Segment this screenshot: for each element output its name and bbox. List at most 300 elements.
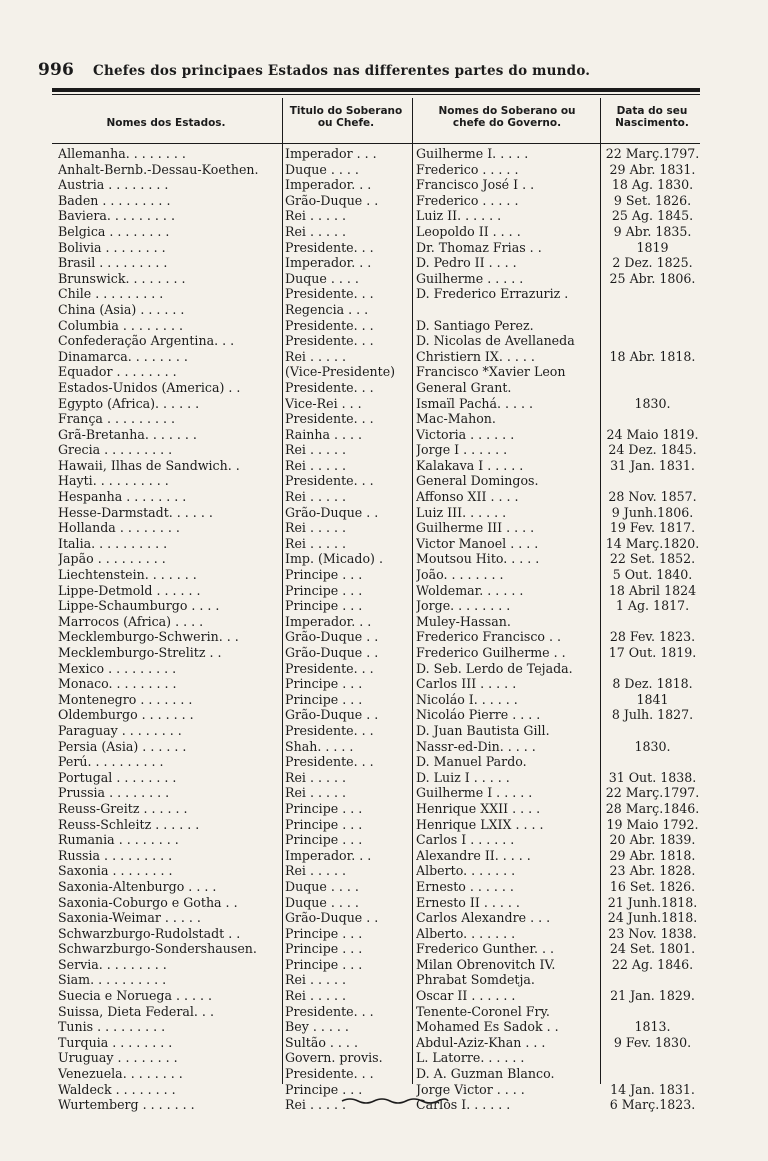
cell-state: Italia. . . . . . . . . . — [58, 535, 168, 551]
cell-birth: 9 Junh.1806. — [611, 504, 694, 520]
table-row — [52, 271, 700, 287]
table-row — [52, 551, 700, 567]
cell-ruler: Alberto. . . . . . . — [416, 863, 516, 879]
cell-birth: 24 Set. 1801. — [609, 941, 696, 957]
cell-birth: 6 Març.1823. — [609, 1097, 696, 1113]
cell-title: Imperador. . . — [285, 847, 372, 863]
cell-birth: 22 Set. 1852. — [609, 551, 696, 567]
cell-ruler: Frederico . . . . . — [416, 161, 519, 177]
table-row — [52, 411, 700, 427]
cell-birth: 22 Març.1797. — [605, 785, 700, 801]
cell-birth: 1841 — [636, 691, 669, 707]
cell-birth: 21 Junh.1818. — [607, 894, 698, 910]
cell-title: Grão-Duque . . — [285, 192, 379, 208]
cell-state: Lippe-Detmold . . . . . . — [58, 582, 201, 598]
cell-birth: 29 Abr. 1831. — [609, 161, 696, 177]
table-row — [52, 910, 700, 926]
cell-title: Grão-Duque . . — [285, 629, 379, 645]
cell-ruler: Henrique XXII . . . . — [416, 800, 541, 816]
cell-ruler: D. Frederico Errazuriz . — [416, 286, 569, 302]
cell-state: Saxonia-Weimar . . . . . — [58, 910, 201, 926]
table-row — [52, 427, 700, 443]
cell-state: Suecia e Noruega . . . . . — [58, 988, 213, 1004]
cell-title: Duque . . . . — [285, 878, 359, 894]
table-row — [52, 801, 700, 817]
table-row — [52, 146, 700, 162]
cell-state: Hesse-Darmstadt. . . . . . — [58, 504, 213, 520]
table-row — [52, 380, 700, 396]
cell-ruler: Frederico Guilherme . . — [416, 645, 566, 660]
table-row — [52, 333, 700, 349]
table-row — [52, 988, 700, 1004]
cell-ruler: Phrabat Somdetja. — [416, 972, 535, 988]
cell-birth: 28 Nov. 1857. — [608, 489, 697, 505]
cell-state: Wurtemberg . . . . . . . — [58, 1097, 195, 1113]
cell-title: Principe . . . — [285, 1081, 363, 1097]
table-row — [52, 645, 700, 661]
cell-state: Allemanha. . . . . . . . — [58, 146, 186, 161]
cell-ruler: Muley-Hassan. — [416, 613, 511, 629]
cell-birth: 8 Dez. 1818. — [612, 676, 693, 692]
cell-ruler: Victor Manoel . . . . — [416, 535, 539, 551]
cell-birth: 24 Maio 1819. — [606, 426, 699, 442]
cell-title: Presidente. . . — [285, 286, 374, 302]
cell-ruler: D. Santiago Perez. — [416, 317, 534, 333]
cell-state: Persia (Asia) . . . . . . — [58, 738, 187, 754]
cell-state: Egypto (Africa). . . . . . — [58, 395, 200, 411]
table-row — [52, 473, 700, 489]
cell-ruler: Oscar II . . . . . . — [416, 988, 516, 1004]
cell-ruler: D. Luiz I . . . . . — [416, 769, 510, 785]
cell-title: Principe . . . — [285, 676, 363, 692]
cell-birth: 14 Jan. 1831. — [610, 1081, 695, 1097]
table-row — [52, 208, 700, 224]
table-row — [52, 1066, 700, 1082]
cell-ruler: Frederico Gunther. . . — [416, 941, 554, 957]
cell-title: Duque . . . . — [285, 270, 359, 286]
cell-birth: 31 Out. 1838. — [608, 769, 697, 785]
cell-state: Saxonia . . . . . . . . — [58, 863, 173, 879]
cell-ruler: Woldemar. . . . . . — [416, 582, 524, 598]
cell-ruler: Francisco *Xavier Leon — [416, 364, 566, 380]
cell-title: Rei . . . . . — [285, 520, 346, 536]
header-rule-thin — [52, 94, 700, 95]
cell-ruler: Moutsou Hito. . . . . — [416, 551, 540, 567]
page-header — [38, 60, 738, 80]
cell-title: Rei . . . . . — [285, 535, 346, 551]
cell-birth: 24 Dez. 1845. — [608, 442, 697, 458]
table-row — [52, 676, 700, 692]
cell-birth: 16 Set. 1826. — [609, 878, 696, 894]
cell-state: Tunis . . . . . . . . . — [58, 1019, 166, 1035]
cell-ruler: Henrique LXIX . . . . — [416, 816, 544, 832]
cell-state: Turquia . . . . . . . . — [58, 1034, 173, 1050]
cell-ruler: Nicoláo I. . . . . . — [416, 691, 518, 707]
cell-birth: 17 Out. 1819. — [608, 645, 697, 660]
cell-ruler: Dr. Thomaz Frias . . — [416, 239, 542, 255]
cell-ruler: Jorge Victor . . . . — [416, 1081, 525, 1097]
cell-state: Prussia . . . . . . . . — [58, 785, 170, 801]
cell-title: Presidente. . . — [285, 722, 374, 738]
cell-title: Rei . . . . . — [285, 442, 346, 458]
cell-title: Presidente. . . — [285, 1003, 374, 1019]
cell-state: Brunswick. . . . . . . . — [58, 270, 186, 286]
cell-birth: 28 Fev. 1823. — [609, 629, 696, 645]
cell-ruler: Jorge I . . . . . . — [416, 442, 508, 458]
cell-ruler: Carlos III . . . . . — [416, 676, 517, 692]
table-row — [52, 177, 700, 193]
cell-ruler: Milan Obrenovitch IV. — [416, 956, 556, 972]
cell-state: Anhalt-Bernb.-Dessau-Koethen. — [58, 161, 259, 177]
cell-state: China (Asia) . . . . . . — [58, 301, 185, 317]
cell-ruler: Christiern IX. . . . . — [416, 348, 535, 364]
cell-title: Presidente. . . — [285, 239, 374, 255]
cell-title: Presidente. . . — [285, 317, 374, 333]
table-row — [52, 193, 700, 209]
cell-state: Schwarzburgo-Sondershausen. — [58, 941, 257, 957]
cell-title: Rei . . . . . — [285, 972, 346, 988]
cell-state: Mexico . . . . . . . . . — [58, 660, 177, 676]
cell-ruler: Nicoláo Pierre . . . . — [416, 707, 541, 723]
cell-state: Hayti. . . . . . . . . . — [58, 473, 169, 489]
table-row — [52, 583, 700, 599]
cell-title: Principe . . . — [285, 925, 363, 941]
cell-birth: 20 Abr. 1839. — [609, 832, 696, 848]
cell-ruler: D. A. Guzman Blanco. — [416, 1066, 555, 1082]
cell-title: Rei . . . . . — [285, 988, 346, 1004]
cell-state: Schwarzburgo-Rudolstadt . . — [58, 925, 241, 941]
cell-title: Principe . . . — [285, 816, 363, 832]
cell-title: Imperador . . . — [285, 146, 377, 161]
cell-state: Waldeck . . . . . . . . — [58, 1081, 176, 1097]
cell-state: Siam. . . . . . . . . . — [58, 972, 167, 988]
cell-title: Principe . . . — [285, 956, 363, 972]
cell-title: Principe . . . — [285, 567, 363, 583]
table-row — [52, 489, 700, 505]
cell-state: Grã-Bretanha. . . . . . . — [58, 426, 197, 442]
table-row — [52, 442, 700, 458]
cell-state: Confederação Argentina. . . — [58, 333, 235, 349]
cell-birth: 1 Ag. 1817. — [615, 598, 690, 614]
table-row — [52, 770, 700, 786]
cell-state: Portugal . . . . . . . . — [58, 769, 177, 785]
cell-title: Presidente. . . — [285, 379, 374, 395]
cell-title: Imperador. . . — [285, 255, 372, 271]
header-bottom-rule — [52, 143, 700, 144]
col-header-ruler: Nomes do Soberano ou chefe do Governo. — [438, 105, 576, 129]
table-row — [52, 1082, 700, 1098]
cell-ruler: Ernesto II . . . . . — [416, 894, 520, 910]
cell-birth: 9 Fev. 1830. — [613, 1034, 692, 1050]
table-row — [52, 364, 700, 380]
cell-ruler: Frederico . . . . . — [416, 192, 519, 208]
cell-ruler: Guilherme III . . . . — [416, 520, 535, 536]
cell-title: Vice-Rei . . . — [285, 395, 362, 411]
table-row — [52, 302, 700, 318]
cell-title: Principe . . . — [285, 941, 363, 957]
table-row — [52, 1035, 700, 1051]
table-row — [52, 520, 700, 536]
cell-birth: 18 Abr. 1818. — [609, 348, 696, 364]
cell-state: Reuss-Schleitz . . . . . . — [58, 816, 200, 832]
cell-state: Venezuela. . . . . . . . — [58, 1066, 183, 1082]
cell-ruler: Ernesto . . . . . . — [416, 878, 514, 894]
cell-birth: 1813. — [634, 1019, 671, 1035]
cell-ruler: Luiz II. . . . . . — [416, 208, 502, 224]
table-row — [52, 707, 700, 723]
cell-birth: 28 Març.1846. — [605, 800, 700, 816]
cell-ruler: Nassr-ed-Din. . . . . — [416, 738, 536, 754]
cell-state: Uruguay . . . . . . . . — [58, 1050, 178, 1066]
cell-ruler: General Grant. — [416, 379, 512, 395]
cell-state: Paraguay . . . . . . . . — [58, 722, 182, 738]
cell-title: Principe . . . — [285, 598, 363, 614]
table-row — [52, 941, 700, 957]
cell-ruler: Leopoldo II . . . . — [416, 223, 521, 239]
cell-ruler: Victoria . . . . . . — [416, 426, 515, 442]
cell-ruler: General Domingos. — [416, 473, 539, 489]
table-row — [52, 629, 700, 645]
cell-title: Principe . . . — [285, 691, 363, 707]
cell-birth: 19 Maio 1792. — [606, 816, 699, 832]
table-row — [52, 739, 700, 755]
cell-ruler: Abdul-Aziz-Khan . . . — [416, 1034, 546, 1050]
cell-birth: 23 Abr. 1828. — [609, 863, 696, 879]
cell-title: Duque . . . . — [285, 161, 359, 177]
cell-state: Suissa, Dieta Federal. . . — [58, 1003, 214, 1019]
table-row — [52, 895, 700, 911]
cell-state: Reuss-Greitz . . . . . . — [58, 800, 188, 816]
table-row — [52, 863, 700, 879]
table-row — [52, 224, 700, 240]
cell-state: Perú. . . . . . . . . . — [58, 754, 164, 770]
table-row — [52, 505, 700, 521]
table-header — [52, 100, 700, 134]
cell-ruler: D. Juan Bautista Gill. — [416, 722, 550, 738]
cell-state: Dinamarca. . . . . . . . — [58, 348, 188, 364]
table-row — [52, 255, 700, 271]
cell-title: Rei . . . . . — [285, 769, 346, 785]
cell-title: Rei . . . . . — [285, 457, 346, 473]
cell-birth: 21 Jan. 1829. — [610, 988, 695, 1004]
cell-birth: 9 Set. 1826. — [613, 192, 692, 208]
cell-ruler: Mohamed Es Sadok . . — [416, 1019, 559, 1035]
cell-ruler: L. Latorre. . . . . . — [416, 1050, 525, 1066]
cell-state: Hespanha . . . . . . . . — [58, 489, 187, 505]
cell-title: Presidente. . . — [285, 333, 374, 349]
cell-state: Equador . . . . . . . . — [58, 364, 177, 380]
cell-birth: 1830. — [634, 395, 671, 411]
cell-state: Lippe-Schaumburgo . . . . — [58, 598, 220, 614]
cell-ruler: Francisco José I . . — [416, 177, 535, 193]
cell-title: Rei . . . . . — [285, 863, 346, 879]
cell-ruler: Affonso XII . . . . — [416, 489, 519, 505]
cell-title: Presidente. . . — [285, 754, 374, 770]
cell-birth: 25 Abr. 1806. — [609, 270, 696, 286]
table-row — [52, 1050, 700, 1066]
cell-state: Hawaii, Ilhas de Sandwich. . — [58, 457, 240, 473]
cell-title: Rei . . . . . — [285, 489, 346, 505]
cell-title: Sultão . . . . — [285, 1034, 358, 1050]
table-row — [52, 598, 700, 614]
cell-state: Rumania . . . . . . . . — [58, 832, 179, 848]
cell-title: Rei . . . . . — [285, 208, 346, 224]
table-row — [52, 318, 700, 334]
cell-state: Bolivia . . . . . . . . — [58, 239, 166, 255]
table-row — [52, 162, 700, 178]
cell-state: Hollanda . . . . . . . . — [58, 520, 180, 536]
cell-title: Shah. . . . . — [285, 738, 354, 754]
cell-birth: 1830. — [634, 738, 671, 754]
cell-state: Brasil . . . . . . . . . — [58, 255, 168, 271]
table-row — [52, 926, 700, 942]
cell-birth: 5 Out. 1840. — [612, 567, 693, 583]
cell-ruler: Guilherme . . . . . — [416, 270, 524, 286]
cell-ruler: Jorge. . . . . . . . — [416, 598, 511, 614]
cell-title: Presidente. . . — [285, 660, 374, 676]
cell-birth: 2 Dez. 1825. — [612, 255, 693, 271]
cell-birth: 29 Abr. 1818. — [609, 847, 696, 863]
cell-title: Imperador. . . — [285, 613, 372, 629]
cell-ruler: D. Nicolas de Avellaneda — [416, 333, 575, 349]
cell-ruler: Alexandre II. . . . . — [416, 847, 531, 863]
cell-state: Oldemburgo . . . . . . . — [58, 707, 194, 723]
cell-ruler: Frederico Francisco . . — [416, 629, 561, 645]
cell-birth: 14 Març.1820. — [605, 535, 700, 551]
table-row — [52, 848, 700, 864]
table-row — [52, 692, 700, 708]
cell-ruler: Ismaïl Pachá. . . . . — [416, 395, 534, 411]
table-row — [52, 349, 700, 365]
page-title: Chefes dos principaes Estados nas differentes partes do mundo. — [93, 63, 591, 79]
cell-title: Presidente. . . — [285, 411, 374, 427]
cell-state: Monaco. . . . . . . . . — [58, 676, 177, 692]
cell-ruler: D. Pedro II . . . . — [416, 255, 517, 271]
cell-birth: 22 Ag. 1846. — [611, 956, 694, 972]
cell-state: Grecia . . . . . . . . . — [58, 442, 173, 458]
cell-title: Regencia . . . — [285, 301, 369, 317]
cell-ruler: Alberto. . . . . . . — [416, 925, 516, 941]
col-header-birth: Data do seu Nascimento. — [615, 105, 689, 129]
cell-birth: 31 Jan. 1831. — [610, 457, 695, 473]
cell-state: Japão . . . . . . . . . — [58, 551, 166, 567]
col-header-state: Nomes dos Estados. — [106, 117, 226, 129]
page-number: 996 — [38, 60, 75, 80]
cell-title: Grão-Duque . . — [285, 504, 379, 520]
table-row — [52, 957, 700, 973]
cell-ruler: Tenente-Coronel Fry. — [416, 1003, 550, 1019]
cell-state: Mecklemburgo-Schwerin. . . — [58, 629, 239, 645]
cell-ruler: Guilherme I. . . . . — [416, 146, 529, 161]
cell-ruler: Carlos I. . . . . . — [416, 1097, 511, 1113]
cell-state: Servia. . . . . . . . . — [58, 956, 167, 972]
table-row — [52, 723, 700, 739]
cell-ruler: D. Manuel Pardo. — [416, 754, 527, 770]
cell-birth: 8 Julh. 1827. — [611, 707, 694, 723]
table-row — [52, 972, 700, 988]
cell-ruler: João. . . . . . . . — [416, 567, 504, 583]
cell-state: Austria . . . . . . . . — [58, 177, 169, 193]
cell-birth: 22 Març.1797. — [605, 146, 700, 161]
cell-state: Belgica . . . . . . . . — [58, 223, 170, 239]
cell-state: Mecklemburgo-Strelitz . . — [58, 645, 222, 660]
cell-ruler: Luiz III. . . . . . — [416, 504, 507, 520]
table-row — [52, 567, 700, 583]
tail-ornament — [340, 1096, 450, 1104]
cell-state: Russia . . . . . . . . . — [58, 847, 173, 863]
cell-birth: 18 Ag. 1830. — [611, 177, 694, 193]
cell-title: Presidente. . . — [285, 473, 374, 489]
cell-title: Grão-Duque . . — [285, 910, 379, 926]
cell-title: Imperador. . . — [285, 177, 372, 193]
cell-title: Rainha . . . . — [285, 426, 363, 442]
cell-title: Imp. (Micado) . — [285, 551, 383, 567]
cell-title: Grão-Duque . . — [285, 645, 379, 660]
cell-state: Baden . . . . . . . . . — [58, 192, 171, 208]
cell-title: Duque . . . . — [285, 894, 359, 910]
cell-birth: 9 Abr. 1835. — [613, 223, 692, 239]
header-rule-thick — [52, 88, 700, 92]
table-row — [52, 396, 700, 412]
cell-state: França . . . . . . . . . — [58, 411, 175, 427]
cell-ruler: Carlos I . . . . . . — [416, 832, 515, 848]
cell-title: Govern. provis. — [285, 1050, 383, 1066]
cell-birth: 18 Abril 1824 — [608, 582, 697, 598]
cell-state: Saxonia-Coburgo e Gotha . . — [58, 894, 238, 910]
cell-title: Principe . . . — [285, 582, 363, 598]
cell-title: Rei . . . . . — [285, 1097, 346, 1113]
cell-birth: 24 Junh.1818. — [607, 910, 698, 926]
cell-title: Rei . . . . . — [285, 223, 346, 239]
cell-title: Principe . . . — [285, 800, 363, 816]
cell-state: Liechtenstein. . . . . . . — [58, 567, 197, 583]
cell-state: Columbia . . . . . . . . — [58, 317, 183, 333]
table-row — [52, 536, 700, 552]
table-row — [52, 817, 700, 833]
cell-ruler: Kalakava I . . . . . — [416, 457, 524, 473]
cell-title: (Vice-Presidente) — [285, 364, 396, 380]
cell-title: Principe . . . — [285, 832, 363, 848]
cell-birth: 23 Nov. 1838. — [608, 925, 697, 941]
table-row — [52, 785, 700, 801]
col-header-title: Titulo do Soberano ou Chefe. — [289, 105, 403, 129]
cell-ruler: Guilherme I . . . . . — [416, 785, 533, 801]
cell-title: Bey . . . . . — [285, 1019, 349, 1035]
cell-birth: 19 Fev. 1817. — [609, 520, 696, 536]
table-row — [52, 240, 700, 256]
cell-state: Chile . . . . . . . . . — [58, 286, 164, 302]
cell-state: Marrocos (Africa) . . . . — [58, 613, 204, 629]
table-row — [52, 1004, 700, 1020]
cell-title: Grão-Duque . . — [285, 707, 379, 723]
table-row — [52, 832, 700, 848]
table-row — [52, 754, 700, 770]
cell-ruler: Mac-Mahon. — [416, 411, 496, 427]
cell-birth: 1819 — [636, 239, 669, 255]
cell-title: Rei . . . . . — [285, 785, 346, 801]
cell-title: Rei . . . . . — [285, 348, 346, 364]
cell-state: Saxonia-Altenburgo . . . . — [58, 878, 217, 894]
table-row — [52, 1019, 700, 1035]
cell-ruler: D. Seb. Lerdo de Tejada. — [416, 660, 573, 676]
chiefs-table — [52, 146, 700, 1113]
cell-title: Presidente. . . — [285, 1066, 374, 1082]
table-row — [52, 661, 700, 677]
cell-ruler: Carlos Alexandre . . . — [416, 910, 551, 926]
cell-state: Baviera. . . . . . . . . — [58, 208, 175, 224]
cell-state: Estados-Unidos (America) . . — [58, 379, 241, 395]
table-row — [52, 286, 700, 302]
